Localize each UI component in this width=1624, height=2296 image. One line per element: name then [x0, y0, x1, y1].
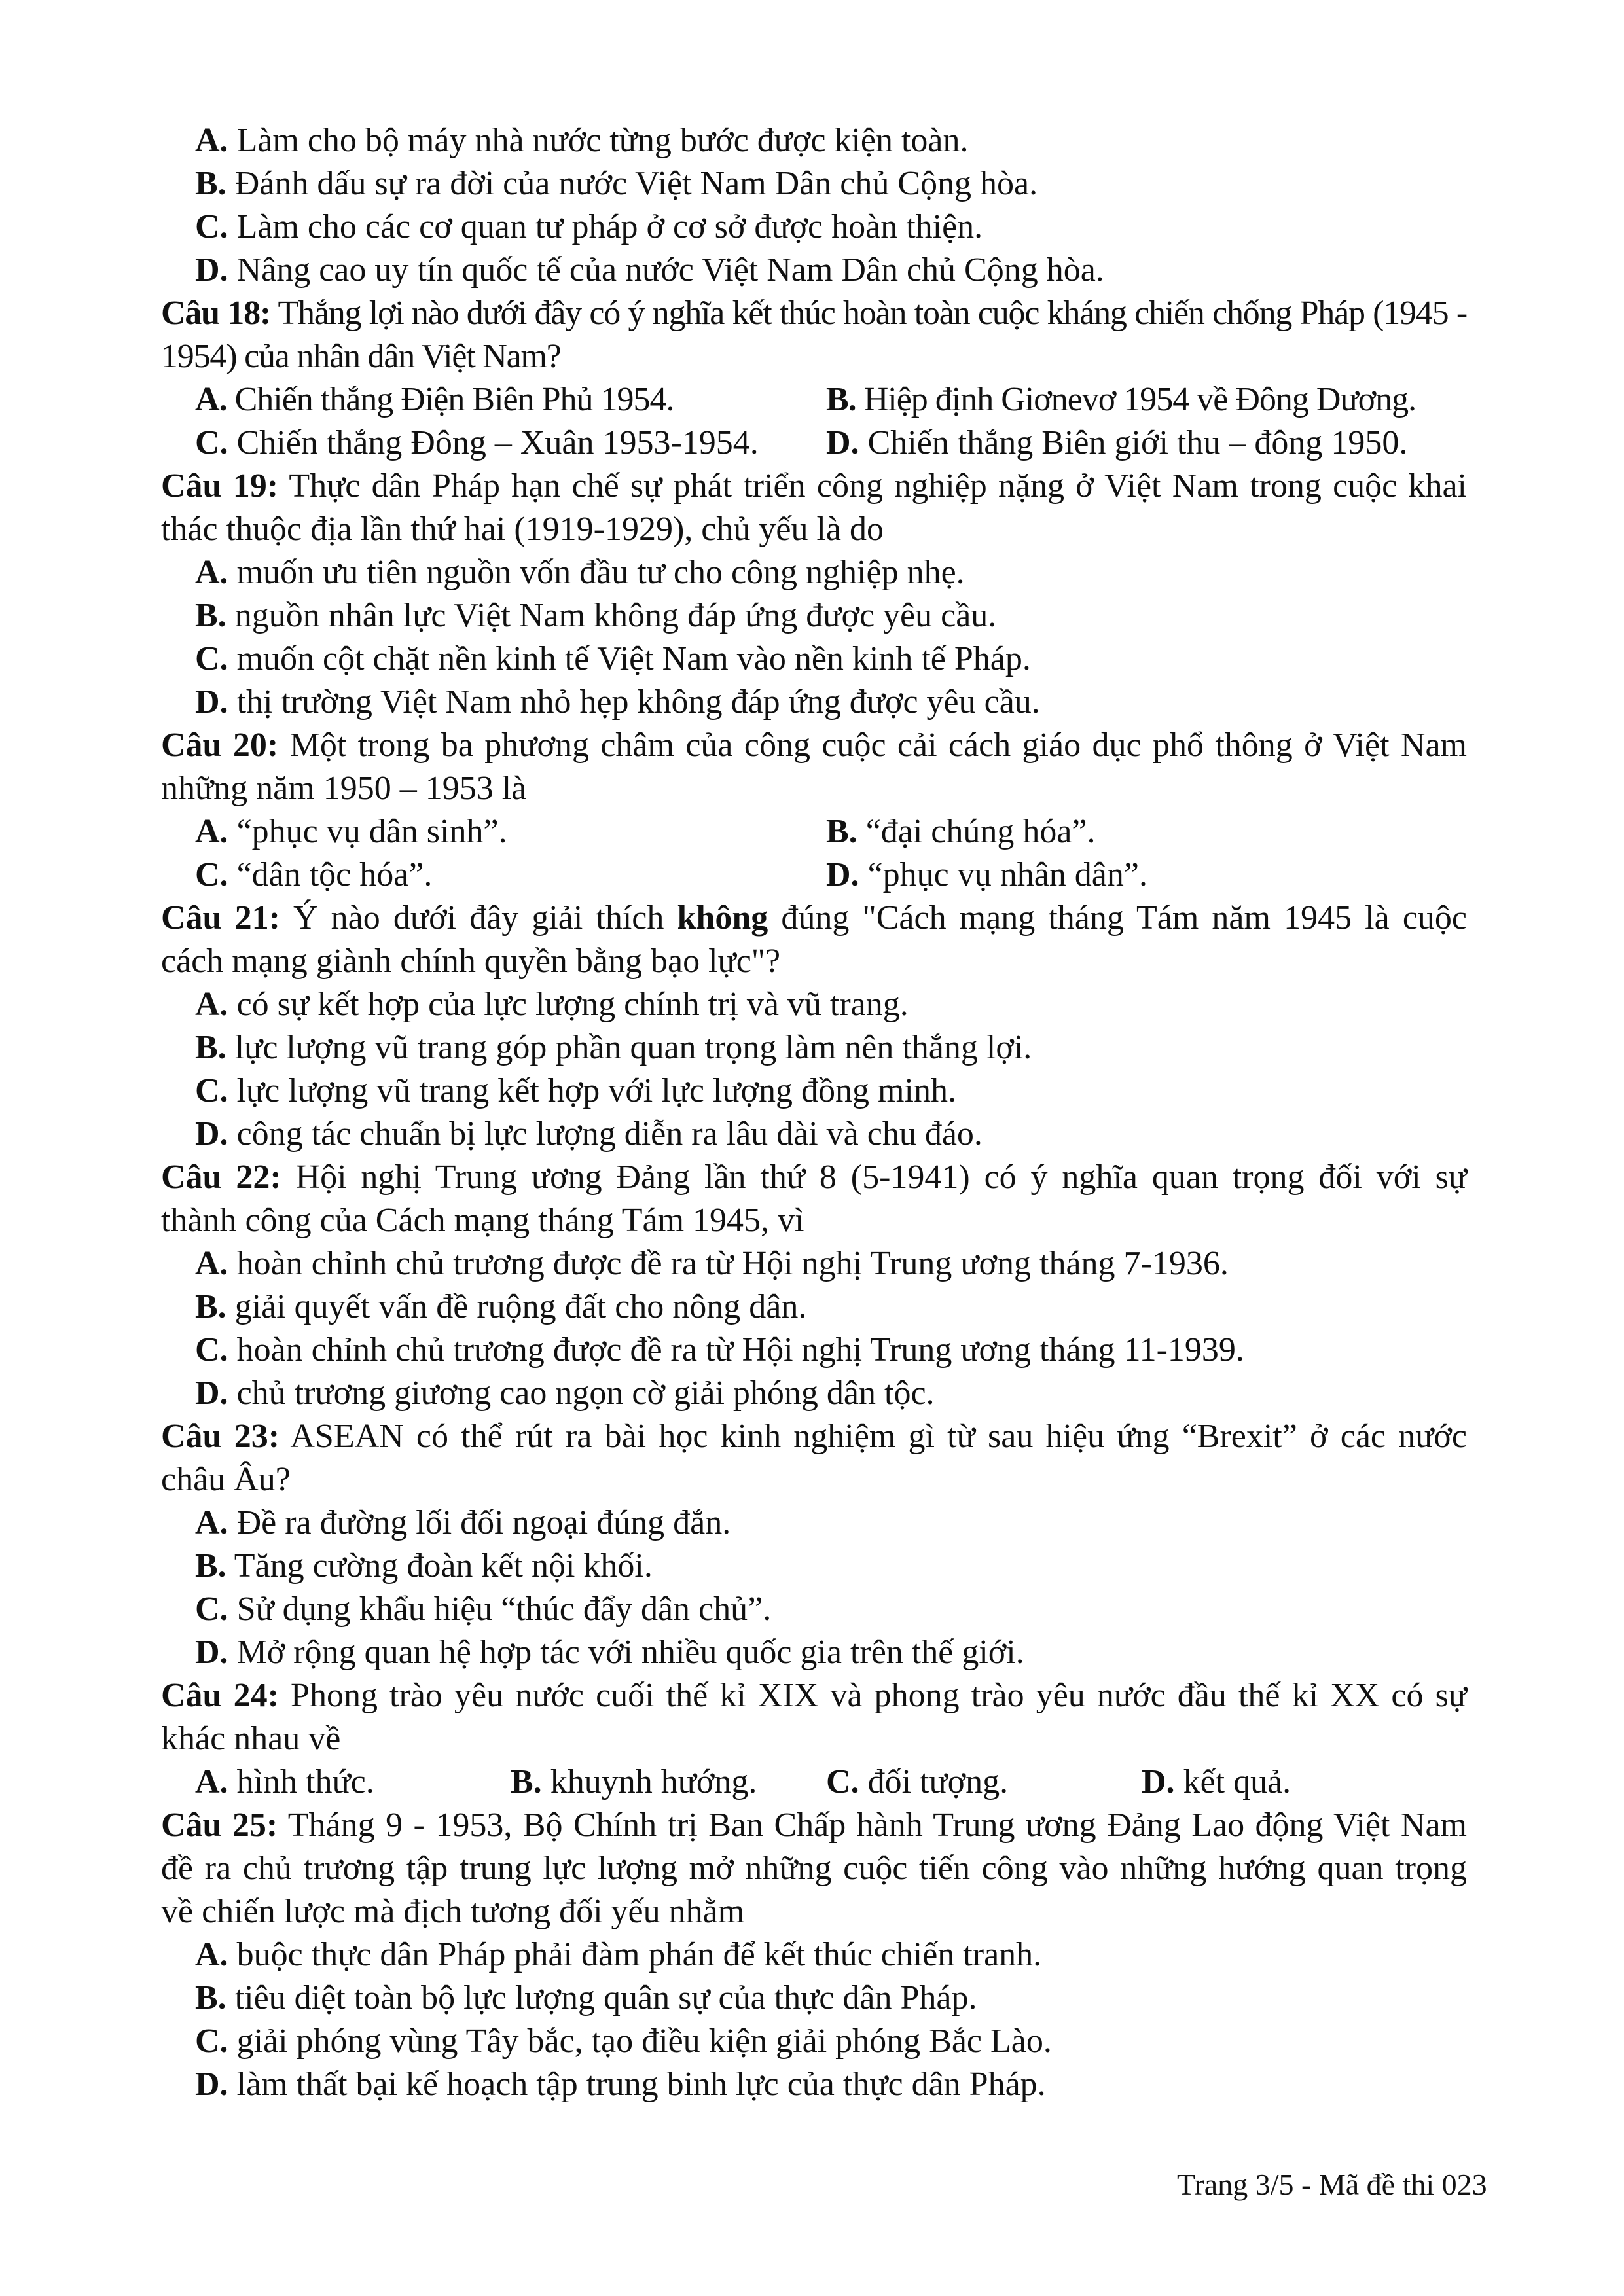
prev-option-c: C. Làm cho các cơ quan tư pháp ở cơ sở được hoàn thiện. [195, 208, 983, 245]
question-19-stem: Câu 19: Thực dân Pháp hạn chế sự phát triển công nghiệp nặng ở Việt Nam trong cuộc khai [161, 467, 1468, 505]
question-24-stem-cont: khác nhau về [161, 1720, 341, 1757]
question-19-stem-cont: thác thuộc địa lần thứ hai (1919-1929), chủ yếu là do [161, 511, 884, 548]
q25-option-b: B. tiêu diệt toàn bộ lực lượng quân sự của thực dân Pháp. [195, 1979, 977, 2017]
q24-option-c: C. đối tượng. [826, 1763, 1009, 1801]
q22-option-d: D. chủ trương giương cao ngọn cờ giải phóng dân tộc. [195, 1374, 935, 1412]
q19-option-a: A. muốn ưu tiên nguồn vốn đầu tư cho công nghiệp nhẹ. [195, 554, 965, 591]
q18-option-c: C. Chiến thắng Đông – Xuân 1953-1954. [195, 424, 759, 461]
question-23-stem-cont: châu Âu? [161, 1461, 291, 1498]
q20-option-b: B. “đại chúng hóa”. [826, 813, 1096, 850]
q19-option-b: B. nguồn nhân lực Việt Nam không đáp ứng được yêu cầu. [195, 597, 997, 634]
question-18-stem: Câu 18: Thắng lợi nào dưới đây có ý nghĩa kết thúc hoàn toàn cuộc kháng chiến chống Pháp (1945 - [161, 295, 1468, 332]
question-24-stem: Câu 24: Phong trào yêu nước cuối thế kỉ XIX và phong trào yêu nước đầu thế kỉ XX có sự [161, 1677, 1467, 1714]
prev-option-d: D. Nâng cao uy tín quốc tế của nước Việt Nam Dân chủ Cộng hòa. [195, 251, 1104, 289]
question-21-stem-cont: cách mạng giành chính quyền bằng bạo lực"? [161, 942, 781, 980]
q24-option-a: A. hình thức. [195, 1763, 374, 1801]
q22-option-a: A. hoàn chỉnh chủ trương được đề ra từ Hội nghị Trung ương tháng 7-1936. [195, 1245, 1229, 1282]
page-footer: Trang 3/5 - Mã đề thi 023 [1177, 2168, 1487, 2201]
q21-option-a: A. có sự kết hợp của lực lượng chính trị và vũ trang. [195, 986, 909, 1023]
q22-option-c: C. hoàn chỉnh chủ trương được đề ra từ Hội nghị Trung ương tháng 11-1939. [195, 1331, 1244, 1369]
question-25-stem-cont-1: đề ra chủ trương tập trung lực lượng mở những cuộc tiến công vào những hướng quan trọng [161, 1850, 1467, 1887]
q19-option-c: C. muốn cột chặt nền kinh tế Việt Nam vào nền kinh tế Pháp. [195, 640, 1031, 677]
prev-option-a: A. Làm cho bộ máy nhà nước từng bước được kiện toàn. [195, 122, 969, 159]
q23-option-a: A. Đề ra đường lối đối ngoại đúng đắn. [195, 1504, 731, 1541]
q23-option-c: C. Sử dụng khẩu hiệu “thúc đẩy dân chủ”. [195, 1590, 772, 1628]
q23-option-d: D. Mở rộng quan hệ hợp tác với nhiều quốc gia trên thế giới. [195, 1634, 1024, 1671]
q20-option-d: D. “phục vụ nhân dân”. [826, 856, 1147, 893]
question-23-stem: Câu 23: ASEAN có thể rút ra bài học kinh nghiệm gì từ sau hiệu ứng “Brexit” ở các nước [161, 1418, 1467, 1455]
q22-option-b: B. giải quyết vấn đề ruộng đất cho nông dân. [195, 1288, 807, 1325]
q18-option-d: D. Chiến thắng Biên giới thu – đông 1950. [826, 424, 1408, 461]
prev-option-b: B. Đánh dấu sự ra đời của nước Việt Nam Dân chủ Cộng hòa. [195, 165, 1038, 202]
question-20-stem: Câu 20: Một trong ba phương châm của công cuộc cải cách giáo dục phổ thông ở Việt Nam [161, 726, 1467, 764]
q20-option-a: A. “phục vụ dân sinh”. [195, 813, 507, 850]
q19-option-d: D. thị trường Việt Nam nhỏ hẹp không đáp ứng được yêu cầu. [195, 683, 1040, 721]
q21-option-d: D. công tác chuẩn bị lực lượng diễn ra lâu dài và chu đáo. [195, 1115, 983, 1153]
question-20-stem-cont: những năm 1950 – 1953 là [161, 770, 527, 807]
question-22-stem: Câu 22: Hội nghị Trung ương Đảng lần thứ 8 (5-1941) có ý nghĩa quan trọng đối với sự [161, 1158, 1467, 1196]
question-18-stem-cont: 1954) của nhân dân Việt Nam? [161, 338, 561, 375]
question-25-stem: Câu 25: Tháng 9 - 1953, Bộ Chính trị Ban Chấp hành Trung ương Đảng Lao động Việt Nam [161, 1806, 1468, 1844]
q18-option-b: B. Hiệp định Giơnevơ 1954 về Đông Dương. [826, 381, 1416, 418]
q24-option-b: B. khuynh hướng. [511, 1763, 757, 1801]
q21-option-c: C. lực lượng vũ trang kết hợp với lực lượng đồng minh. [195, 1072, 956, 1109]
question-22-stem-cont: thành công của Cách mạng tháng Tám 1945, vì [161, 1202, 804, 1239]
q23-option-b: B. Tăng cường đoàn kết nội khối. [195, 1547, 653, 1585]
q25-option-c: C. giải phóng vùng Tây bắc, tạo điều kiện giải phóng Bắc Lào. [195, 2022, 1052, 2060]
q25-option-a: A. buộc thực dân Pháp phải đàm phán để kết thúc chiến tranh. [195, 1936, 1042, 1973]
q21-option-b: B. lực lượng vũ trang góp phần quan trọng làm nên thắng lợi. [195, 1029, 1032, 1066]
question-21-stem: Câu 21: Ý nào dưới đây giải thích không đúng "Cách mạng tháng Tám năm 1945 là cuộc [161, 899, 1467, 937]
question-25-stem-cont-2: về chiến lược mà địch tương đối yếu nhằm [161, 1893, 745, 1930]
q18-option-a: A. Chiến thắng Điện Biên Phủ 1954. [195, 381, 674, 418]
q20-option-c: C. “dân tộc hóa”. [195, 856, 433, 893]
q24-option-d: D. kết quả. [1142, 1763, 1291, 1801]
q25-option-d: D. làm thất bại kế hoạch tập trung binh lực của thực dân Pháp. [195, 2066, 1046, 2103]
